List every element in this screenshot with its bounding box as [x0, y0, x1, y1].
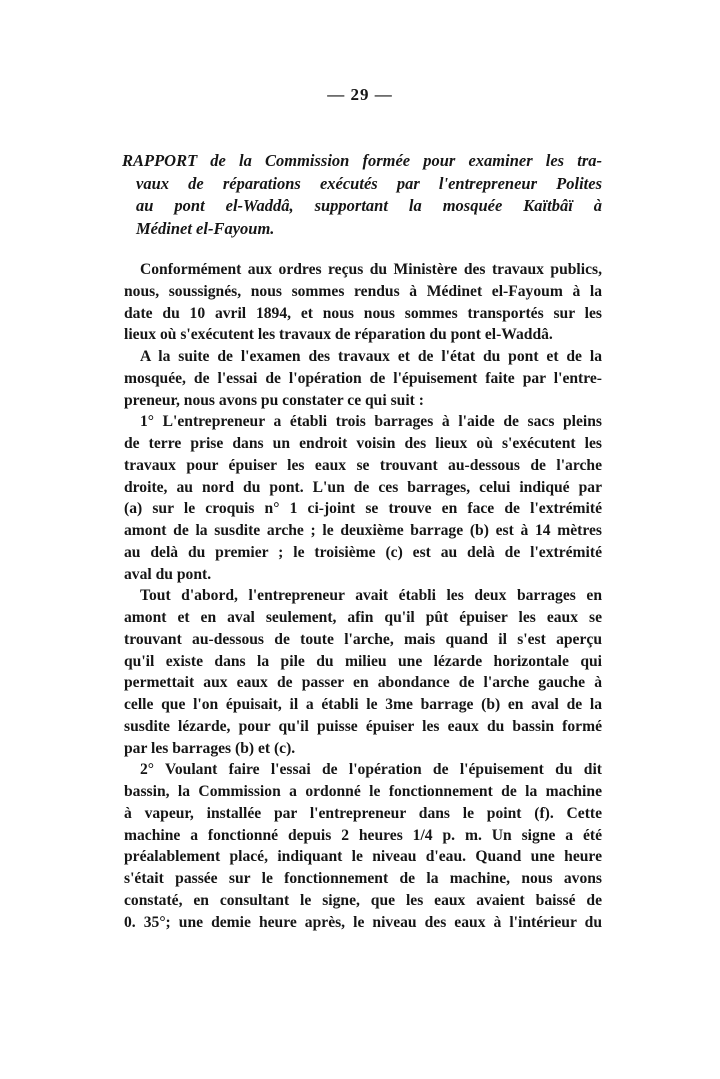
body-line: préalablement placé, indiquant le niveau d'eau. Quand une heure [124, 848, 602, 866]
body-line: qu'il existe dans la pile du milieu une lézarde horizontale qui [124, 652, 602, 670]
page-number: — 29 — [327, 85, 393, 104]
body-line: travaux pour épuiser les eaux se trouvant au-dessous de l'arche [124, 456, 602, 474]
body-line: Tout d'abord, l'entrepreneur avait établi les deux barrages en [140, 587, 602, 605]
body-line: (a) sur le croquis n° 1 ci-joint se trouve en face de l'extrémité [124, 500, 602, 518]
body-line: mosquée, de l'essai de l'opération de l'épuisement faite par l'entre- [124, 369, 602, 387]
heading-line: au pont el-Waddâ, supportant la mosquée Kaïtbâï à [136, 196, 602, 216]
body-line: Conformément aux ordres reçus du Ministère des travaux publics, [140, 261, 602, 278]
body-line: droite, au nord du pont. L'un de ces barrages, celui indiqué par [124, 478, 602, 496]
body-line: 2° Voulant faire l'essai de l'opération de l'épuisement du dit [140, 761, 602, 779]
report-heading [122, 150, 602, 240]
heading-line: Médinet el-Fayoum. [136, 218, 275, 238]
body-line: date du 10 avril 1894, et nous nous sommes transportés sur les [124, 304, 602, 322]
body-line: susdite lézarde, pour qu'il puisse épuiser les eaux du bassin formé [124, 717, 602, 735]
body-line: au delà du premier ; le troisième (c) est au delà de l'extrémité [124, 543, 602, 561]
body-line: aval du pont. [124, 565, 212, 583]
body-line: à vapeur, installée par l'entrepreneur dans le point (f). Cette [124, 804, 602, 822]
body-line: de terre prise dans un endroit voisin des lieux où s'exécutent les [124, 435, 602, 452]
body-line: celle que l'on épuisait, il a établi le 3me barrage (b) en aval de la [124, 696, 602, 713]
body-line: trouvant au-dessous de toute l'arche, mais quand il s'est aperçu [124, 630, 602, 648]
heading-line: RAPPORT de la Commission formée pour examiner les tra- [122, 151, 602, 170]
body-line: machine a fonctionné depuis 2 heures 1/4 p. m. Un signe a été [124, 826, 602, 844]
body-line: par les barrages (b) et (c). [124, 739, 296, 757]
body-line: lieux où s'exécutent les travaux de réparation du pont el-Waddâ. [124, 326, 553, 344]
body-line: constaté, en consultant le signe, que les eaux avaient baissé de [124, 891, 602, 909]
report-body [124, 259, 602, 933]
body-line: A la suite de l'examen des travaux et de l'état du pont et de la [140, 348, 602, 365]
body-line: bassin, la Commission a ordonné le fonctionnement de la machine [124, 783, 602, 800]
body-line: 1° L'entrepreneur a établi trois barrages à l'aide de sacs pleins [140, 413, 602, 431]
body-line: permettait aux eaux de passer en abondance de l'arche gauche à [124, 674, 602, 692]
body-line: nous, soussignés, nous sommes rendus à Médinet el-Fayoum à la [124, 282, 602, 300]
body-line: amont et en aval seulement, afin qu'il pût épuiser les eaux se [124, 609, 602, 626]
body-line: amont de la susdite arche ; le deuxième barrage (b) est à 14 mètres [124, 522, 602, 539]
body-line: s'était passée sur le fonctionnement de la machine, nous avons [124, 870, 602, 887]
body-line: preneur, nous avons pu constater ce qui suit : [124, 391, 424, 409]
heading-line: vaux de réparations exécutés par l'entrepreneur Polites [136, 173, 602, 193]
body-line: 0. 35°; une demie heure après, le niveau des eaux à l'intérieur du [124, 913, 602, 931]
